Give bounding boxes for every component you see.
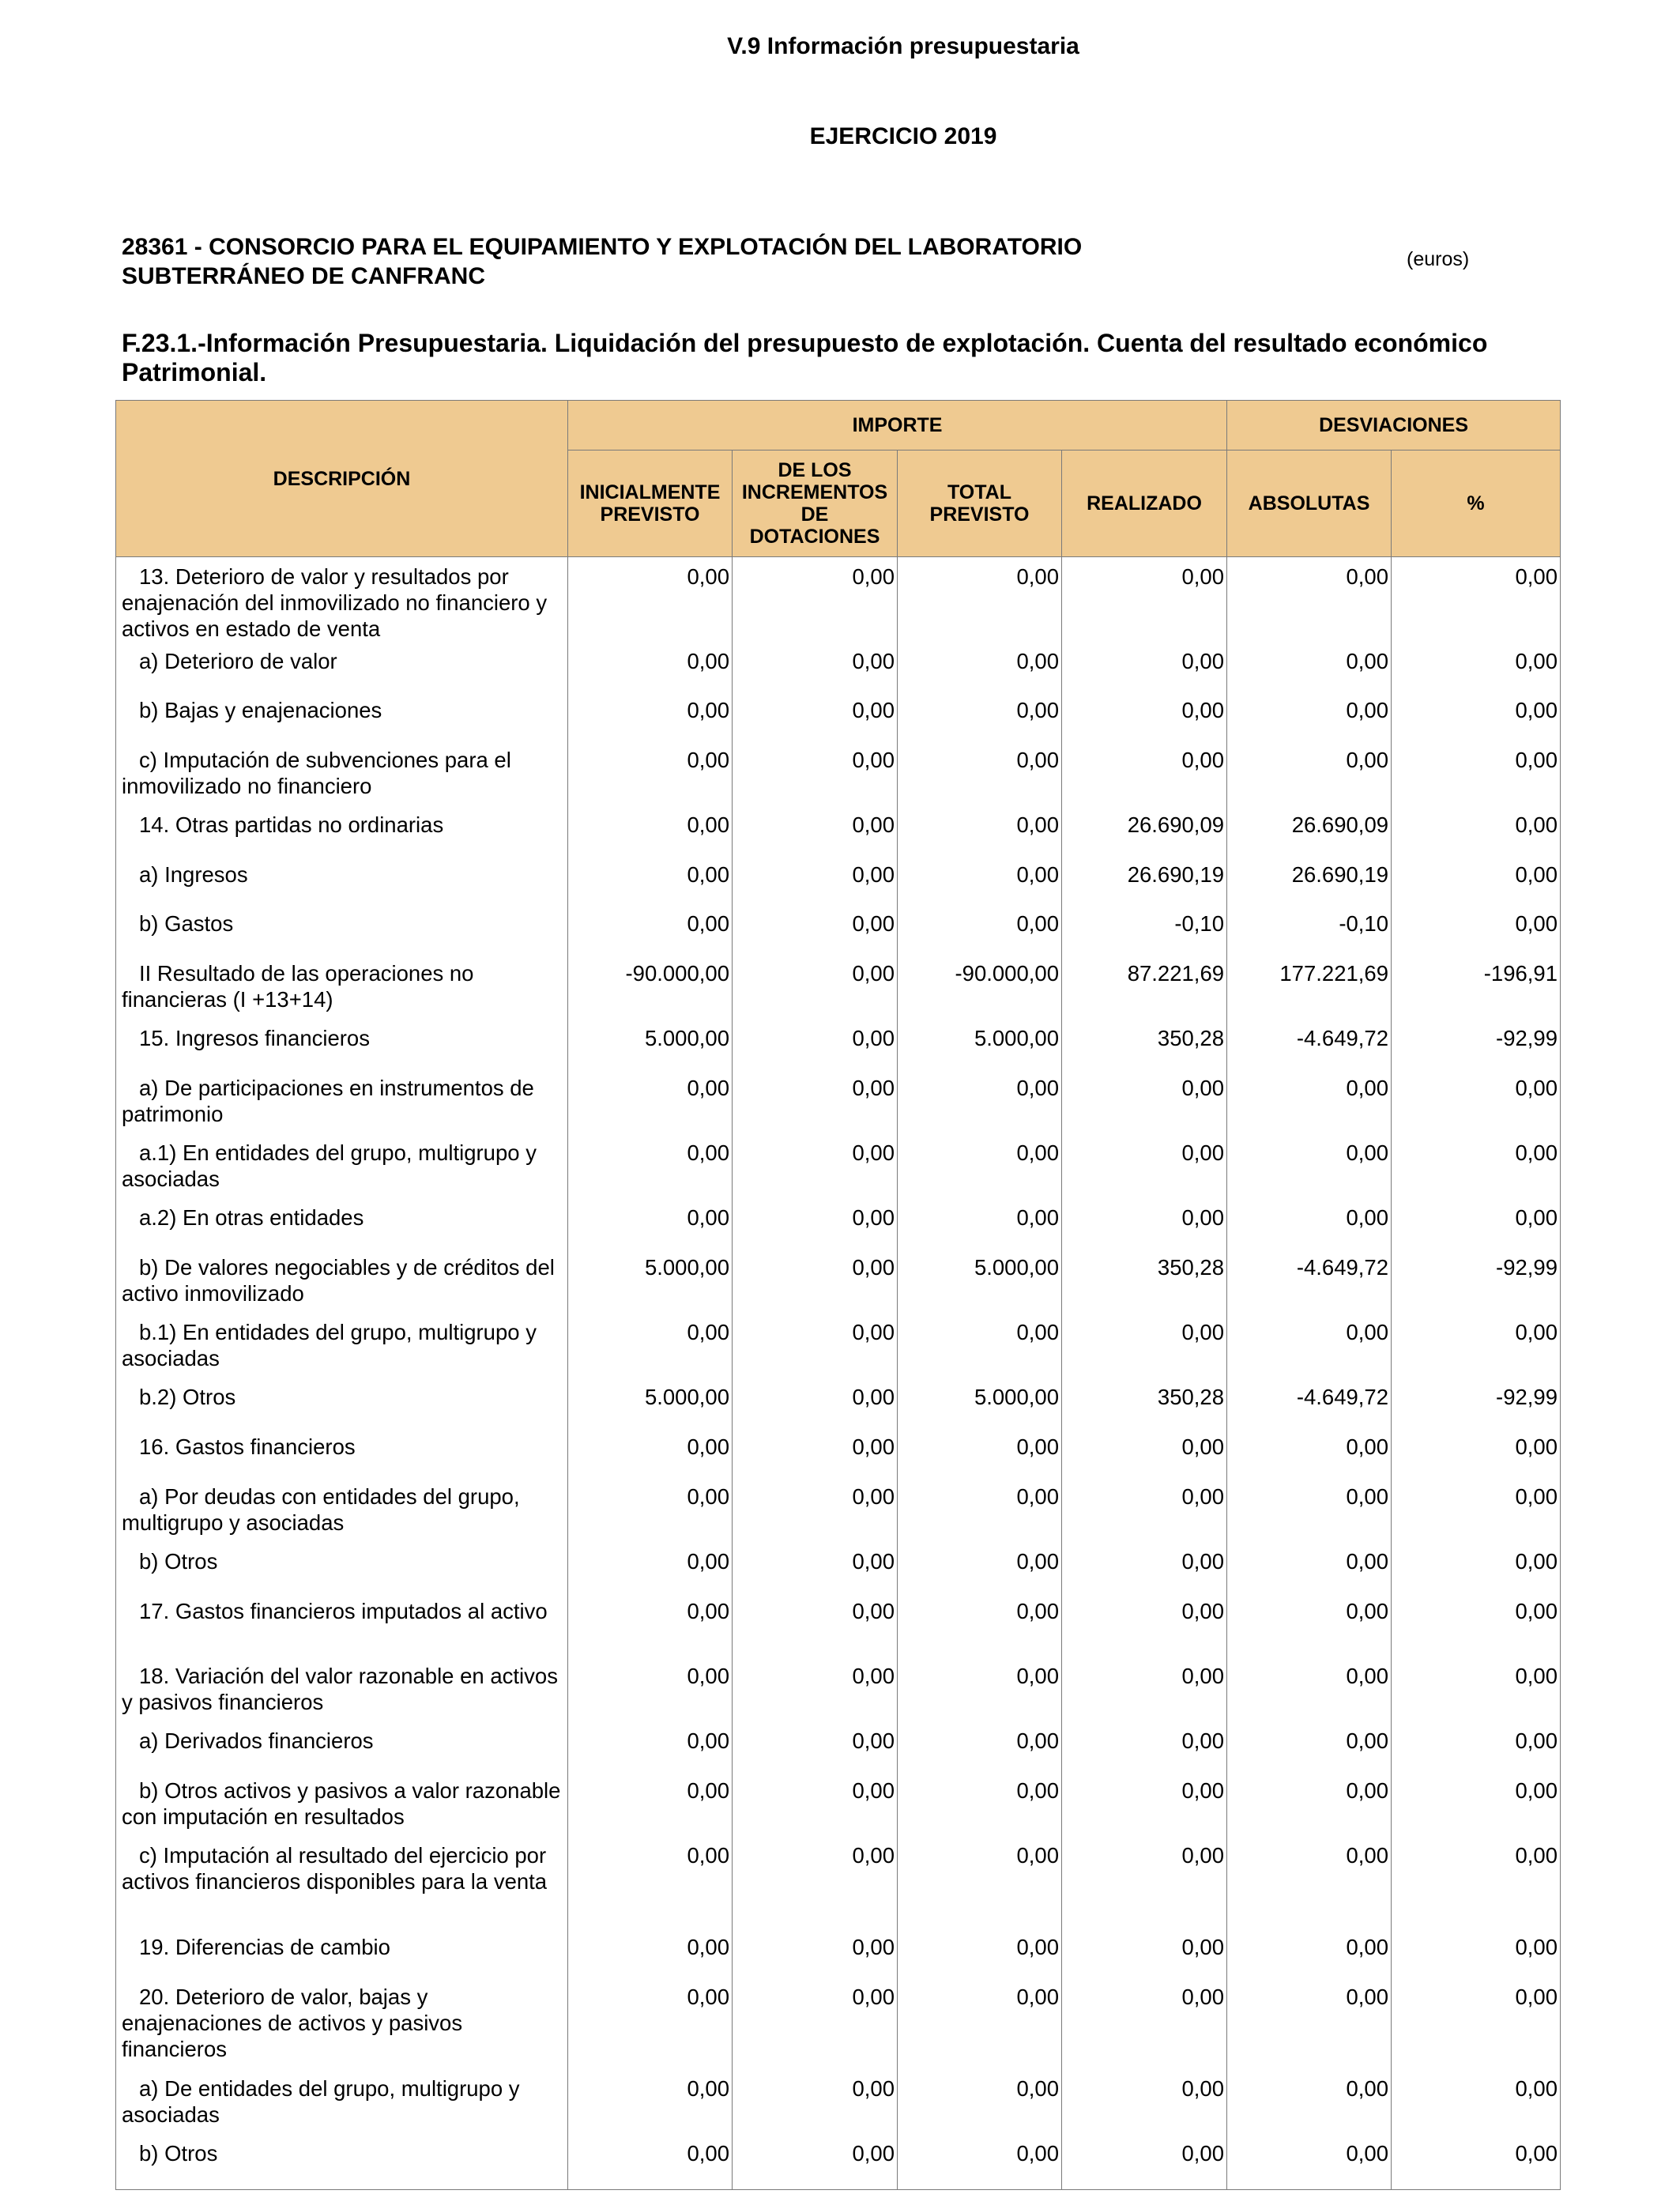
cell-realizado: 0,00	[1062, 1771, 1227, 1836]
cell-inicialmente-previsto: 0,00	[568, 691, 733, 741]
entity-name-line-2: SUBTERRÁNEO DE CANFRANC	[122, 263, 486, 289]
cell-total-previsto: 0,00	[898, 1313, 1062, 1378]
row-description	[116, 2134, 568, 2189]
cell-porcentaje: 0,00	[1392, 1977, 1561, 2069]
table-row	[116, 1977, 1561, 2069]
cell-total-previsto: 0,00	[898, 1657, 1062, 1721]
cell-porcentaje: 0,00	[1392, 1657, 1561, 1721]
row-description	[116, 1977, 568, 2069]
budget-table	[115, 400, 1561, 2190]
row-description	[116, 954, 568, 1019]
cell-porcentaje: 0,00	[1392, 642, 1561, 691]
cell-realizado: 0,00	[1062, 741, 1227, 805]
cell-realizado: 350,28	[1062, 1378, 1227, 1427]
cell-incrementos: 0,00	[733, 1771, 898, 1836]
cell-absolutas: 0,00	[1227, 1477, 1392, 1542]
row-description-text: a) De participaciones en instrumentos de patrimonio	[122, 1076, 534, 1126]
cell-incrementos: 0,00	[733, 1248, 898, 1313]
header-realizado: REALIZADO	[1062, 450, 1227, 557]
cell-porcentaje: 0,00	[1392, 2134, 1561, 2189]
header-inicialmente-previsto: INICIALMENTE PREVISTO	[568, 450, 733, 557]
cell-porcentaje: 0,00	[1392, 1542, 1561, 1592]
cell-absolutas: 26.690,19	[1227, 855, 1392, 904]
row-description	[116, 1198, 568, 1248]
cell-porcentaje: -196,91	[1392, 954, 1561, 1019]
entity-name-line-1: 28361 - CONSORCIO PARA EL EQUIPAMIENTO Y EXPLOTACIÓN DEL LABORATORIO	[122, 234, 1083, 260]
cell-inicialmente-previsto: 0,00	[568, 1198, 733, 1248]
row-description-text: b) Otros activos y pasivos a valor razonable con imputación en resultados	[122, 1778, 561, 1829]
cell-porcentaje: 0,00	[1392, 2069, 1561, 2134]
row-description	[116, 557, 568, 643]
cell-realizado: 0,00	[1062, 1657, 1227, 1721]
table-row	[116, 1248, 1561, 1313]
table-row	[116, 741, 1561, 805]
row-description-text: 18. Variación del valor razonable en activos y pasivos financieros	[122, 1664, 558, 1714]
cell-realizado: 0,00	[1062, 2134, 1227, 2189]
header-desviaciones: DESVIACIONES	[1227, 401, 1561, 450]
cell-inicialmente-previsto: 0,00	[568, 1977, 733, 2069]
cell-inicialmente-previsto: 0,00	[568, 1542, 733, 1592]
cell-realizado: 0,00	[1062, 1542, 1227, 1592]
cell-inicialmente-previsto: 0,00	[568, 2069, 733, 2134]
cell-porcentaje: 0,00	[1392, 741, 1561, 805]
cell-incrementos: 0,00	[733, 805, 898, 855]
table-row	[116, 954, 1561, 1019]
row-description	[116, 1069, 568, 1133]
cell-absolutas: 0,00	[1227, 1427, 1392, 1477]
row-description	[116, 1542, 568, 1592]
cell-total-previsto: 0,00	[898, 1133, 1062, 1198]
cell-incrementos: 0,00	[733, 1657, 898, 1721]
report-subtitle: F.23.1.-Información Presupuestaria. Liquidación del presupuesto de explotación. Cuenta del resultado económico Patrimonial.	[122, 329, 1488, 386]
row-description	[116, 805, 568, 855]
cell-incrementos: 0,00	[733, 1721, 898, 1771]
cell-realizado: 350,28	[1062, 1248, 1227, 1313]
cell-realizado: 87.221,69	[1062, 954, 1227, 1019]
row-description	[116, 1836, 568, 1928]
cell-realizado: 0,00	[1062, 1133, 1227, 1198]
row-description	[116, 1133, 568, 1198]
table-row	[116, 1477, 1561, 1542]
cell-inicialmente-previsto: 0,00	[568, 1427, 733, 1477]
cell-absolutas: -4.649,72	[1227, 1378, 1392, 1427]
table-row	[116, 2069, 1561, 2134]
row-description	[116, 1721, 568, 1771]
cell-porcentaje: 0,00	[1392, 1771, 1561, 1836]
table-row	[116, 1542, 1561, 1592]
table-row	[116, 642, 1561, 691]
cell-inicialmente-previsto: 0,00	[568, 642, 733, 691]
row-description	[116, 1378, 568, 1427]
row-description-text: b) Bajas y enajenaciones	[139, 698, 382, 722]
cell-incrementos: 0,00	[733, 2069, 898, 2134]
cell-incrementos: 0,00	[733, 1836, 898, 1928]
cell-porcentaje: 0,00	[1392, 1928, 1561, 1977]
row-description-text: b.1) En entidades del grupo, multigrupo y asociadas	[122, 1320, 537, 1370]
cell-realizado: 26.690,19	[1062, 855, 1227, 904]
table-row	[116, 855, 1561, 904]
cell-porcentaje: 0,00	[1392, 1313, 1561, 1378]
row-description-text: II Resultado de las operaciones no financieras (I +13+14)	[122, 961, 474, 1012]
cell-absolutas: 0,00	[1227, 1977, 1392, 2069]
page-title: V.9 Información presupuestaria	[727, 33, 1079, 59]
row-description-text: a) Por deudas con entidades del grupo, multigrupo y asociadas	[122, 1484, 520, 1535]
row-description-text: 14. Otras partidas no ordinarias	[139, 812, 444, 837]
cell-absolutas: 0,00	[1227, 1133, 1392, 1198]
cell-porcentaje: 0,00	[1392, 691, 1561, 741]
row-description	[116, 855, 568, 904]
row-description-text: 13. Deterioro de valor y resultados por enajenación del inmovilizado no financiero y activos en estado de venta	[122, 564, 548, 641]
table-row	[116, 805, 1561, 855]
cell-porcentaje: -92,99	[1392, 1248, 1561, 1313]
row-description-text: a) Ingresos	[139, 862, 248, 887]
table-row	[116, 557, 1561, 643]
cell-incrementos: 0,00	[733, 691, 898, 741]
row-description	[116, 1657, 568, 1721]
cell-absolutas: 0,00	[1227, 1836, 1392, 1928]
table-row	[116, 691, 1561, 741]
cell-absolutas: 26.690,09	[1227, 805, 1392, 855]
cell-total-previsto: 0,00	[898, 642, 1062, 691]
cell-total-previsto: 0,00	[898, 741, 1062, 805]
row-description	[116, 642, 568, 691]
cell-realizado: 0,00	[1062, 2069, 1227, 2134]
cell-realizado: 350,28	[1062, 1019, 1227, 1069]
cell-absolutas: -0,10	[1227, 904, 1392, 954]
cell-inicialmente-previsto: 0,00	[568, 1313, 733, 1378]
cell-incrementos: 0,00	[733, 954, 898, 1019]
cell-incrementos: 0,00	[733, 1313, 898, 1378]
cell-absolutas: 0,00	[1227, 1721, 1392, 1771]
cell-total-previsto: 0,00	[898, 805, 1062, 855]
cell-incrementos: 0,00	[733, 1069, 898, 1133]
cell-porcentaje: 0,00	[1392, 855, 1561, 904]
cell-total-previsto: 0,00	[898, 1477, 1062, 1542]
cell-absolutas: 0,00	[1227, 1657, 1392, 1721]
header-absolutas: ABSOLUTAS	[1227, 450, 1392, 557]
cell-realizado: 0,00	[1062, 1721, 1227, 1771]
row-description	[116, 691, 568, 741]
cell-realizado: -0,10	[1062, 904, 1227, 954]
cell-incrementos: 0,00	[733, 1427, 898, 1477]
cell-total-previsto: 0,00	[898, 855, 1062, 904]
cell-realizado: 0,00	[1062, 1069, 1227, 1133]
cell-absolutas: -4.649,72	[1227, 1248, 1392, 1313]
row-description-text: c) Imputación de subvenciones para el inmovilizado no financiero	[122, 748, 511, 798]
row-description-text: b) Gastos	[139, 911, 234, 936]
cell-incrementos: 0,00	[733, 1378, 898, 1427]
table-row	[116, 1069, 1561, 1133]
cell-total-previsto: 0,00	[898, 1771, 1062, 1836]
cell-incrementos: 0,00	[733, 1542, 898, 1592]
row-description-text: 19. Diferencias de cambio	[139, 1935, 390, 1959]
cell-absolutas: 0,00	[1227, 1313, 1392, 1378]
table-row	[116, 1836, 1561, 1928]
row-description	[116, 741, 568, 805]
cell-realizado: 26.690,09	[1062, 805, 1227, 855]
cell-absolutas: 0,00	[1227, 557, 1392, 643]
cell-inicialmente-previsto: 0,00	[568, 1592, 733, 1657]
row-description	[116, 1928, 568, 1977]
cell-incrementos: 0,00	[733, 855, 898, 904]
table-row	[116, 1928, 1561, 1977]
cell-porcentaje: 0,00	[1392, 1133, 1561, 1198]
cell-incrementos: 0,00	[733, 1133, 898, 1198]
cell-porcentaje: -92,99	[1392, 1378, 1561, 1427]
cell-porcentaje: 0,00	[1392, 557, 1561, 643]
row-description-text: b) De valores negociables y de créditos del activo inmovilizado	[122, 1255, 555, 1306]
row-description-text: 20. Deterioro de valor, bajas y enajenaciones de activos y pasivos financieros	[122, 1985, 463, 2061]
table-row	[116, 1313, 1561, 1378]
row-description-text: 17. Gastos financieros imputados al activo	[139, 1599, 548, 1623]
cell-total-previsto: 0,00	[898, 1427, 1062, 1477]
row-description-text: b) Otros	[139, 2141, 218, 2166]
row-description	[116, 1313, 568, 1378]
cell-incrementos: 0,00	[733, 557, 898, 643]
cell-total-previsto: 0,00	[898, 1836, 1062, 1928]
row-description	[116, 904, 568, 954]
row-description-text: 16. Gastos financieros	[139, 1434, 356, 1459]
cell-incrementos: 0,00	[733, 1977, 898, 2069]
cell-absolutas: 0,00	[1227, 1198, 1392, 1248]
cell-inicialmente-previsto: 5.000,00	[568, 1248, 733, 1313]
row-description-text: a) Derivados financieros	[139, 1728, 374, 1753]
row-description	[116, 1592, 568, 1657]
cell-porcentaje: 0,00	[1392, 805, 1561, 855]
cell-realizado: 0,00	[1062, 691, 1227, 741]
cell-total-previsto: -90.000,00	[898, 954, 1062, 1019]
cell-total-previsto: 0,00	[898, 1721, 1062, 1771]
cell-total-previsto: 0,00	[898, 1928, 1062, 1977]
cell-realizado: 0,00	[1062, 1198, 1227, 1248]
cell-incrementos: 0,00	[733, 1019, 898, 1069]
cell-total-previsto: 0,00	[898, 1592, 1062, 1657]
cell-total-previsto: 0,00	[898, 2069, 1062, 2134]
row-description-text: a) De entidades del grupo, multigrupo y asociadas	[122, 2076, 520, 2127]
cell-absolutas: 177.221,69	[1227, 954, 1392, 1019]
cell-total-previsto: 0,00	[898, 1069, 1062, 1133]
table-row	[116, 1019, 1561, 1069]
cell-porcentaje: 0,00	[1392, 1836, 1561, 1928]
table-row	[116, 1657, 1561, 1721]
cell-total-previsto: 0,00	[898, 691, 1062, 741]
cell-inicialmente-previsto: 0,00	[568, 741, 733, 805]
header-porcentaje: %	[1392, 450, 1561, 557]
table-row	[116, 1592, 1561, 1657]
cell-total-previsto: 5.000,00	[898, 1248, 1062, 1313]
cell-absolutas: 0,00	[1227, 1928, 1392, 1977]
table-row	[116, 1427, 1561, 1477]
cell-incrementos: 0,00	[733, 1477, 898, 1542]
cell-absolutas: 0,00	[1227, 642, 1392, 691]
cell-total-previsto: 5.000,00	[898, 1019, 1062, 1069]
cell-absolutas: 0,00	[1227, 2069, 1392, 2134]
cell-inicialmente-previsto: 0,00	[568, 1657, 733, 1721]
table-row	[116, 904, 1561, 954]
cell-total-previsto: 0,00	[898, 1542, 1062, 1592]
cell-inicialmente-previsto: 5.000,00	[568, 1378, 733, 1427]
cell-inicialmente-previsto: 0,00	[568, 1133, 733, 1198]
row-description-text: a) Deterioro de valor	[139, 649, 337, 673]
cell-absolutas: 0,00	[1227, 1542, 1392, 1592]
cell-absolutas: 0,00	[1227, 691, 1392, 741]
row-description	[116, 1248, 568, 1313]
table-row	[116, 1378, 1561, 1427]
table-row	[116, 2134, 1561, 2189]
cell-realizado: 0,00	[1062, 1427, 1227, 1477]
cell-realizado: 0,00	[1062, 1477, 1227, 1542]
cell-incrementos: 0,00	[733, 642, 898, 691]
row-description-text: 15. Ingresos financieros	[139, 1026, 370, 1050]
cell-incrementos: 0,00	[733, 1928, 898, 1977]
cell-incrementos: 0,00	[733, 2134, 898, 2189]
cell-total-previsto: 0,00	[898, 2134, 1062, 2189]
cell-inicialmente-previsto: 0,00	[568, 557, 733, 643]
cell-porcentaje: 0,00	[1392, 1477, 1561, 1542]
cell-absolutas: 0,00	[1227, 741, 1392, 805]
cell-inicialmente-previsto: -90.000,00	[568, 954, 733, 1019]
header-descripcion: DESCRIPCIÓN	[116, 401, 568, 557]
budget-table-body	[116, 557, 1561, 2190]
row-description-text: c) Imputación al resultado del ejercicio por activos financieros disponibles para la venta	[122, 1843, 548, 1894]
cell-realizado: 0,00	[1062, 642, 1227, 691]
table-row	[116, 1133, 1561, 1198]
row-description	[116, 2069, 568, 2134]
cell-porcentaje: 0,00	[1392, 1427, 1561, 1477]
row-description	[116, 1019, 568, 1069]
cell-realizado: 0,00	[1062, 1592, 1227, 1657]
cell-incrementos: 0,00	[733, 741, 898, 805]
cell-inicialmente-previsto: 0,00	[568, 904, 733, 954]
cell-inicialmente-previsto: 0,00	[568, 1069, 733, 1133]
row-description-text: a.2) En otras entidades	[139, 1205, 364, 1230]
cell-total-previsto: 5.000,00	[898, 1378, 1062, 1427]
fiscal-year: EJERCICIO 2019	[809, 123, 997, 149]
cell-inicialmente-previsto: 0,00	[568, 2134, 733, 2189]
cell-porcentaje: 0,00	[1392, 1721, 1561, 1771]
cell-incrementos: 0,00	[733, 904, 898, 954]
cell-absolutas: -4.649,72	[1227, 1019, 1392, 1069]
header-total-previsto: TOTAL PREVISTO	[898, 450, 1062, 557]
cell-porcentaje: 0,00	[1392, 1198, 1561, 1248]
cell-inicialmente-previsto: 0,00	[568, 855, 733, 904]
header-incrementos: DE LOS INCREMENTOS DE DOTACIONES	[733, 450, 898, 557]
header-importe: IMPORTE	[568, 401, 1227, 450]
cell-incrementos: 0,00	[733, 1592, 898, 1657]
cell-realizado: 0,00	[1062, 1836, 1227, 1928]
cell-total-previsto: 0,00	[898, 1198, 1062, 1248]
cell-absolutas: 0,00	[1227, 1771, 1392, 1836]
row-description-text: b.2) Otros	[139, 1385, 236, 1409]
row-description-text: b) Otros	[139, 1549, 218, 1574]
cell-realizado: 0,00	[1062, 1313, 1227, 1378]
cell-inicialmente-previsto: 0,00	[568, 1721, 733, 1771]
cell-incrementos: 0,00	[733, 1198, 898, 1248]
row-description	[116, 1771, 568, 1836]
table-row	[116, 1198, 1561, 1248]
row-description	[116, 1477, 568, 1542]
entity-name	[122, 232, 1307, 291]
cell-realizado: 0,00	[1062, 557, 1227, 643]
cell-realizado: 0,00	[1062, 1977, 1227, 2069]
cell-absolutas: 0,00	[1227, 1592, 1392, 1657]
cell-absolutas: 0,00	[1227, 2134, 1392, 2189]
cell-total-previsto: 0,00	[898, 557, 1062, 643]
cell-porcentaje: -92,99	[1392, 1019, 1561, 1069]
units-label: (euros)	[1407, 248, 1470, 270]
table-row	[116, 1771, 1561, 1836]
table-row	[116, 1721, 1561, 1771]
cell-inicialmente-previsto: 0,00	[568, 1477, 733, 1542]
cell-total-previsto: 0,00	[898, 1977, 1062, 2069]
cell-realizado: 0,00	[1062, 1928, 1227, 1977]
cell-inicialmente-previsto: 0,00	[568, 1771, 733, 1836]
cell-porcentaje: 0,00	[1392, 1069, 1561, 1133]
row-description	[116, 1427, 568, 1477]
cell-total-previsto: 0,00	[898, 904, 1062, 954]
cell-porcentaje: 0,00	[1392, 904, 1561, 954]
cell-absolutas: 0,00	[1227, 1069, 1392, 1133]
row-description-text: a.1) En entidades del grupo, multigrupo y asociadas	[122, 1140, 537, 1191]
cell-porcentaje: 0,00	[1392, 1592, 1561, 1657]
cell-inicialmente-previsto: 0,00	[568, 1928, 733, 1977]
cell-inicialmente-previsto: 0,00	[568, 1836, 733, 1928]
cell-inicialmente-previsto: 0,00	[568, 805, 733, 855]
cell-inicialmente-previsto: 5.000,00	[568, 1019, 733, 1069]
